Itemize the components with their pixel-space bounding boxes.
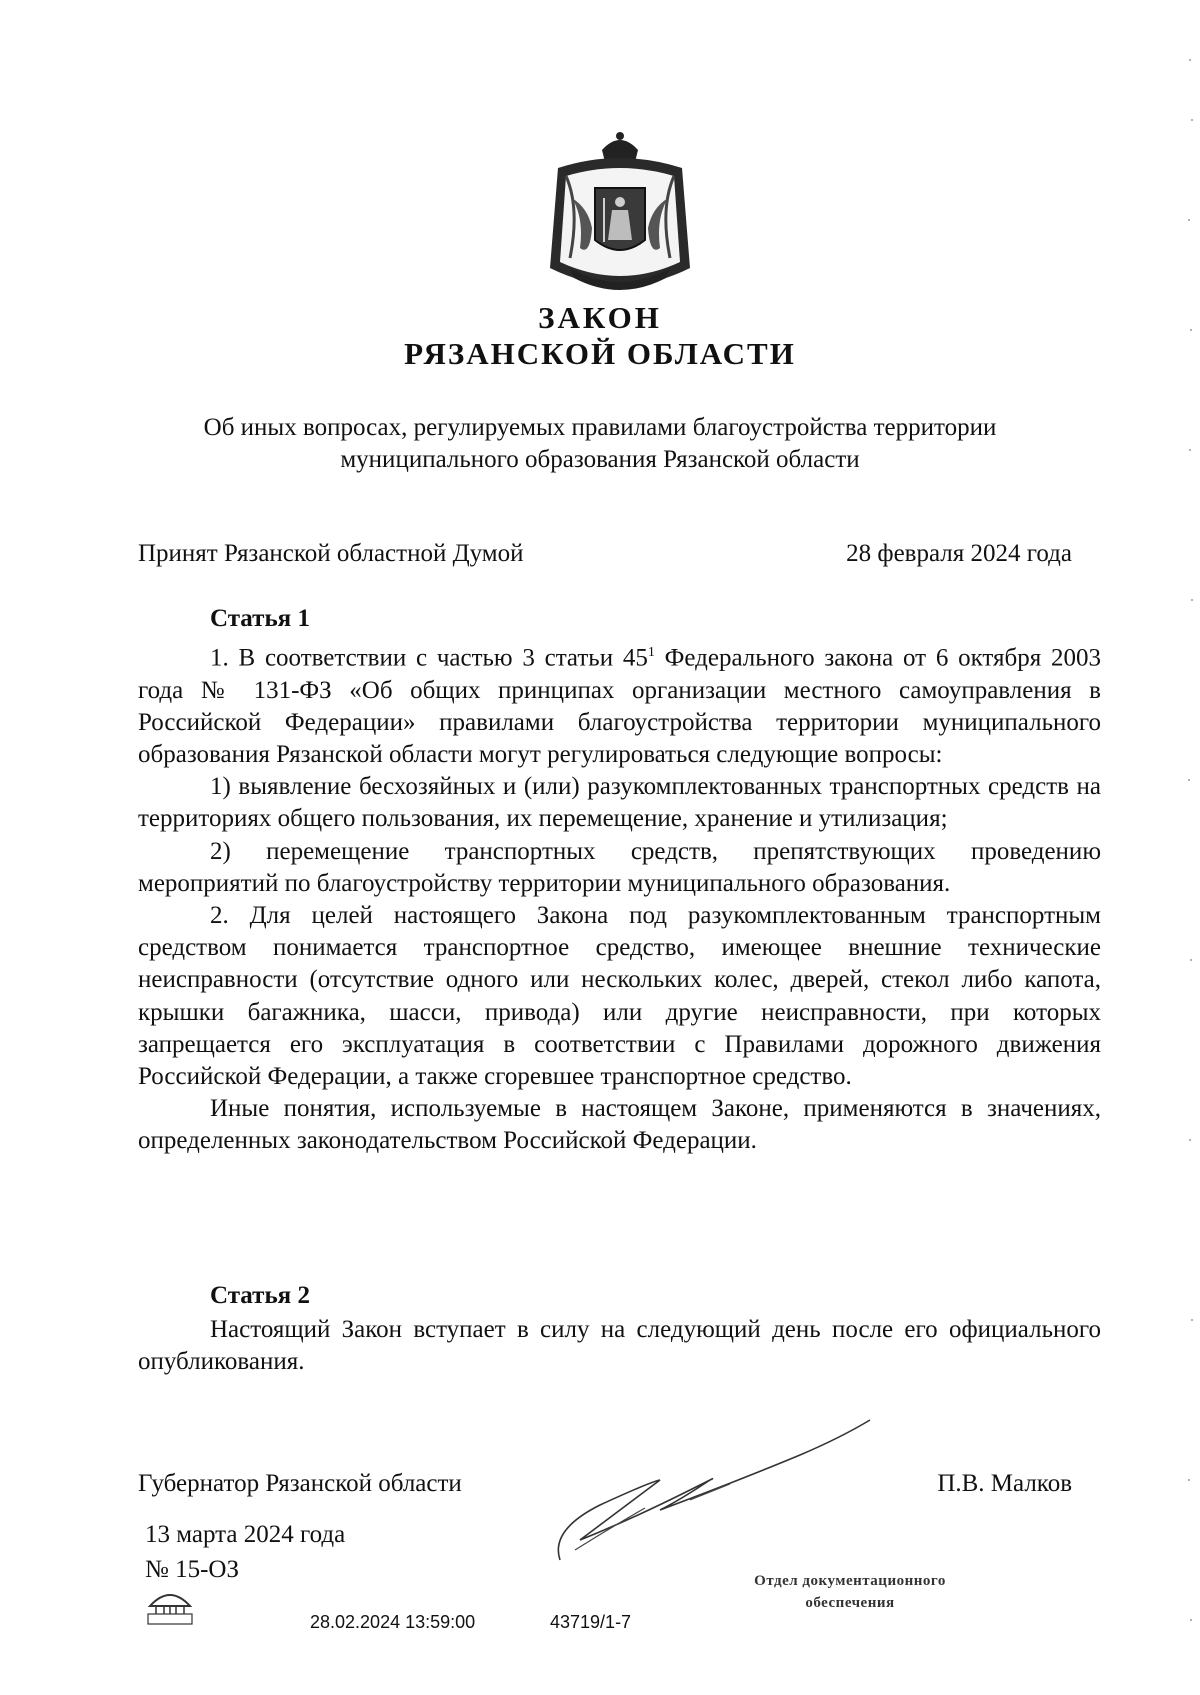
article-2-paragraph-1: Настоящий Закон вступает в силу на следующий день после его официального опубликования. — [138, 1316, 1101, 1376]
law-subject — [150, 412, 1050, 476]
article-number-superscript: 1 — [647, 645, 655, 660]
stamp-line-2: обеспечения — [805, 1595, 895, 1611]
footer-document-id: 43719/1-7 — [550, 1612, 632, 1632]
law-region-title: РЯЗАНСКОЙ ОБЛАСТИ — [404, 336, 796, 371]
law-subject-line-2: муниципального образования Рязанской области — [340, 446, 860, 473]
law-title: ЗАКОН — [538, 300, 662, 335]
adoption-date: 28 февраля 2024 года — [846, 540, 1072, 567]
coat-of-arms-emblem — [540, 128, 700, 303]
department-stamp — [700, 1570, 1000, 1614]
article-2-body — [138, 1314, 1101, 1378]
scan-edge-specks — [1180, 0, 1200, 1695]
article-2-heading: Статья 2 — [210, 1282, 310, 1309]
duma-logo — [142, 1580, 198, 1628]
article-1-item-2: 2) перемещение транспортных средств, препятствующих проведению мероприятий по благоустройству территории муниципального образования. — [138, 837, 1101, 897]
article-1-p1-rest: Федерального закона от 6 октября 2003 года № 131-ФЗ «Об общих принципах организации местного самоуправления в Российской Федерации» правилами благоустройства территории муниципального образования Рязанской области могут регулироваться следующие вопросы: — [138, 644, 1102, 768]
handwritten-signature — [540, 1410, 900, 1570]
signing-date: 13 марта 2024 года — [145, 1521, 346, 1548]
law-subject-line-1: Об иных вопросах, регулируемых правилами благоустройства территории — [203, 414, 997, 441]
article-1-item-1: 1) выявление бесхозяйных и (или) разукомплектованных транспортных средств на территориях общего пользования, их перемещение, хранение и утилизация; — [138, 773, 1101, 833]
article-1-body — [138, 637, 1101, 1158]
signatory-position: Губернатор Рязанской области — [138, 1470, 462, 1497]
adopting-body: Принят Рязанской областной Думой — [138, 540, 524, 567]
signatory-name: П.В. Малков — [937, 1470, 1072, 1497]
article-1-p1-start: 1. В соответствии с частью 3 статьи 45 — [210, 644, 648, 672]
article-1-paragraph-2: 2. Для целей настоящего Закона под разукомплектованным транспортным средством понимается транспортное средство, имеющее внешние технические неисправности (отсутствие одного или нескольких колес, дверей, стекол либо капота, крышки багажника, шасси, привода) или другие неисправности, при которых запрещается его эксплуатация в соответствии с Правилами дорожного движения Российской Федерации, а также сгоревшее транспортное средство. — [138, 901, 1101, 1090]
article-1-paragraph-1 — [138, 637, 1101, 771]
article-1-heading: Статья 1 — [210, 605, 310, 632]
article-1-paragraph-3: Иные понятия, используемые в настоящем Законе, применяются в значениях, определенных законодательством Российской Федерации. — [138, 1095, 1101, 1155]
law-number: № 15-ОЗ — [145, 1556, 240, 1583]
stamp-line-1: Отдел документационного — [754, 1573, 946, 1589]
footer-timestamp: 28.02.2024 13:59:00 — [310, 1612, 476, 1632]
